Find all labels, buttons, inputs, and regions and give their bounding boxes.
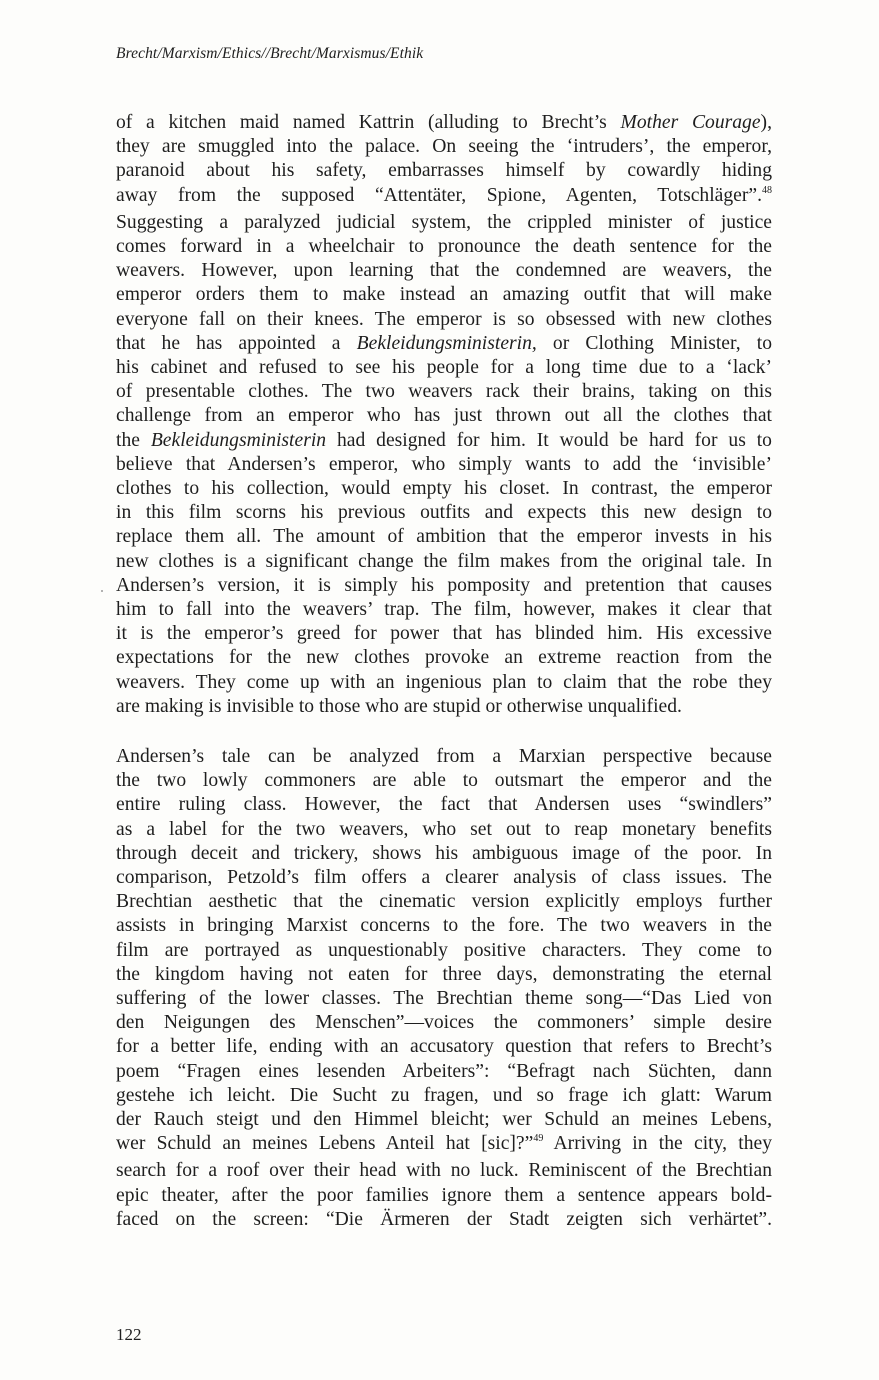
text-run: ), <box>760 112 772 133</box>
text-line <box>116 259 772 283</box>
text-run: Arriving in the city, they <box>543 1133 773 1155</box>
text-line <box>116 332 772 356</box>
text-line <box>116 308 772 332</box>
text-line <box>116 695 772 719</box>
text-run: comparison, Petzold’s film offers a clearer analysis of class issues. The <box>116 867 772 889</box>
text-line <box>116 184 772 211</box>
text-run: faced on the screen: “Die Ärmeren der Stadt zeigten sich verhärtet”. <box>116 1208 772 1230</box>
text-line <box>116 1108 772 1132</box>
text-run: clothes to his collection, would empty his closet. In contrast, the emperor <box>116 478 772 500</box>
text-line <box>116 453 772 477</box>
text-run: the kingdom having not eaten for three days, demonstrating the eternal <box>116 963 772 985</box>
text-run: that he has appointed a <box>116 332 357 354</box>
text-run: comes forward in a wheelchair to pronounce the death sentence for the <box>116 236 772 258</box>
text-line <box>116 890 772 914</box>
text-line <box>116 501 772 525</box>
text-line <box>116 1011 772 1035</box>
italic-text: Bekleidungsministerin <box>150 429 327 451</box>
text-run: Suggesting a paralyzed judicial system, the crippled minister of justice <box>116 211 772 233</box>
text-run: new clothes is a significant change the film makes from the original tale. In <box>116 550 772 572</box>
text-line <box>116 429 772 453</box>
text-line <box>116 550 772 574</box>
text-line <box>116 793 772 817</box>
text-line <box>116 914 772 938</box>
text-run: Andersen’s tale can be analyzed from a Marxian perspective because <box>116 746 772 767</box>
text-run: search for a roof over their head with no luck. Reminiscent of the Brechtian <box>116 1160 772 1182</box>
text-run: him to fall into the weavers’ trap. The film, however, makes it clear that <box>116 599 772 621</box>
text-line <box>116 939 772 963</box>
text-line <box>116 598 772 622</box>
text-run: Brechtian aesthetic that the cinematic version explicitly employs further <box>116 891 772 913</box>
text-run: assists in bringing Marxist concerns to the fore. The two weavers in the <box>116 915 772 937</box>
text-run: poem “Fragen eines lesenden Arbeiters”: “Befragt nach Süchten, dann <box>116 1060 772 1082</box>
text-line <box>116 1159 772 1183</box>
text-run: expectations for the new clothes provoke an extreme reaction from the <box>116 647 772 669</box>
italic-text: Mother Courage <box>620 112 761 133</box>
text-line <box>116 987 772 1011</box>
text-line <box>116 866 772 890</box>
text-run: believe that Andersen’s emperor, who simply wants to add the ‘invisible’ <box>116 453 772 475</box>
text-line <box>116 211 772 235</box>
text-line <box>116 477 772 501</box>
text-run: had designed for him. It would be hard for us to <box>326 429 772 451</box>
text-run: everyone fall on their knees. The emperor is so obsessed with new clothes <box>116 308 772 330</box>
text-run: den Neigungen des Menschen”—voices the commoners’ simple desire <box>116 1012 772 1034</box>
text-run: gestehe ich leicht. Die Sucht zu fragen, und so frage ich glatt: Warum <box>116 1084 772 1106</box>
text-line <box>116 1084 772 1108</box>
text-line <box>116 1184 772 1208</box>
paragraph-1 <box>116 111 772 719</box>
italic-text: Bekleidungsministerin, <box>356 332 537 354</box>
text-run: wer Schuld an meines Lebens Anteil hat [sic]?” <box>116 1133 534 1155</box>
text-run: it is the emperor’s greed for power that has blinded him. His excessive <box>116 623 772 645</box>
text-line <box>116 356 772 380</box>
text-line <box>116 745 772 769</box>
text-run: weavers. They come up with an ingenious plan to claim that the robe they <box>116 671 772 693</box>
text-run: for a better life, ending with an accusatory question that refers to Brecht’s <box>116 1036 772 1058</box>
text-run: der Rauch steigt und den Himmel bleicht; wer Schuld an meines Lebens, <box>116 1109 772 1131</box>
text-line <box>116 1132 772 1159</box>
text-line <box>116 380 772 404</box>
text-run: through deceit and trickery, shows his ambiguous image of the poor. In <box>116 842 772 864</box>
text-run: are making is invisible to those who are stupid or otherwise unqualified. <box>116 695 682 717</box>
text-line <box>116 842 772 866</box>
text-run: of a kitchen maid named Kattrin (alluding to Brecht’s <box>116 112 621 133</box>
text-run: they are smuggled into the palace. On seeing the ‘intruders’, the emperor, <box>116 136 772 158</box>
text-run: epic theater, after the poor families ignore them a sentence appears bold- <box>116 1184 772 1206</box>
text-line <box>116 574 772 598</box>
text-line <box>116 646 772 670</box>
text-line <box>116 159 772 183</box>
text-line <box>116 111 772 135</box>
text-run: away from the supposed “Attentäter, Spione, Agenten, Totschläger”. <box>116 184 762 206</box>
text-line <box>116 963 772 987</box>
text-run: his cabinet and refused to see his people for a long time due to a ‘lack’ <box>116 357 772 379</box>
text-line <box>116 283 772 307</box>
footnote-marker: 49 <box>533 1133 544 1145</box>
text-run: the two lowly commoners are able to outsmart the emperor and the <box>116 770 772 792</box>
text-run: replace them all. The amount of ambition that the emperor invests in his <box>116 526 772 548</box>
paragraph-2 <box>116 745 772 1232</box>
text-run: challenge from an emperor who has just thrown out all the clothes that <box>116 405 772 427</box>
text-line <box>116 1208 772 1232</box>
text-line <box>116 235 772 259</box>
text-run: in this film scorns his previous outfits and expects this new design to <box>116 502 772 524</box>
text-line <box>116 769 772 793</box>
text-run: film are portrayed as unquestionably positive characters. They come to <box>116 939 772 961</box>
text-run: weavers. However, upon learning that the condemned are weavers, the <box>116 260 772 282</box>
text-run: or Clothing Minister, to <box>536 332 772 354</box>
text-line <box>116 135 772 159</box>
text-run: suffering of the lower classes. The Brechtian theme song—“Das Lied von <box>116 988 772 1010</box>
text-run: the <box>116 429 151 451</box>
running-head: Brecht/Marxism/Ethics//Brecht/Marxismus/Ethik <box>116 45 424 62</box>
text-run: entire ruling class. However, the fact that Andersen uses “swindlers” <box>116 794 772 816</box>
text-line <box>116 404 772 428</box>
text-run: as a label for the two weavers, who set out to reap monetary benefits <box>116 818 772 840</box>
text-run: paranoid about his safety, embarrasses himself by cowardly hiding <box>116 160 772 182</box>
text-line <box>116 818 772 842</box>
text-run: of presentable clothes. The two weavers rack their brains, taking on this <box>116 381 772 403</box>
page-number: 122 <box>116 1325 142 1344</box>
text-line <box>116 1035 772 1059</box>
text-line <box>116 1060 772 1084</box>
text-line <box>116 671 772 695</box>
text-run: emperor orders them to make instead an amazing outfit that will make <box>116 284 772 306</box>
text-run: Andersen’s version, it is simply his pomposity and pretention that causes <box>116 574 772 596</box>
text-line <box>116 622 772 646</box>
margin-speck <box>101 590 103 592</box>
footnote-marker: 48 <box>762 184 772 196</box>
text-line <box>116 525 772 549</box>
